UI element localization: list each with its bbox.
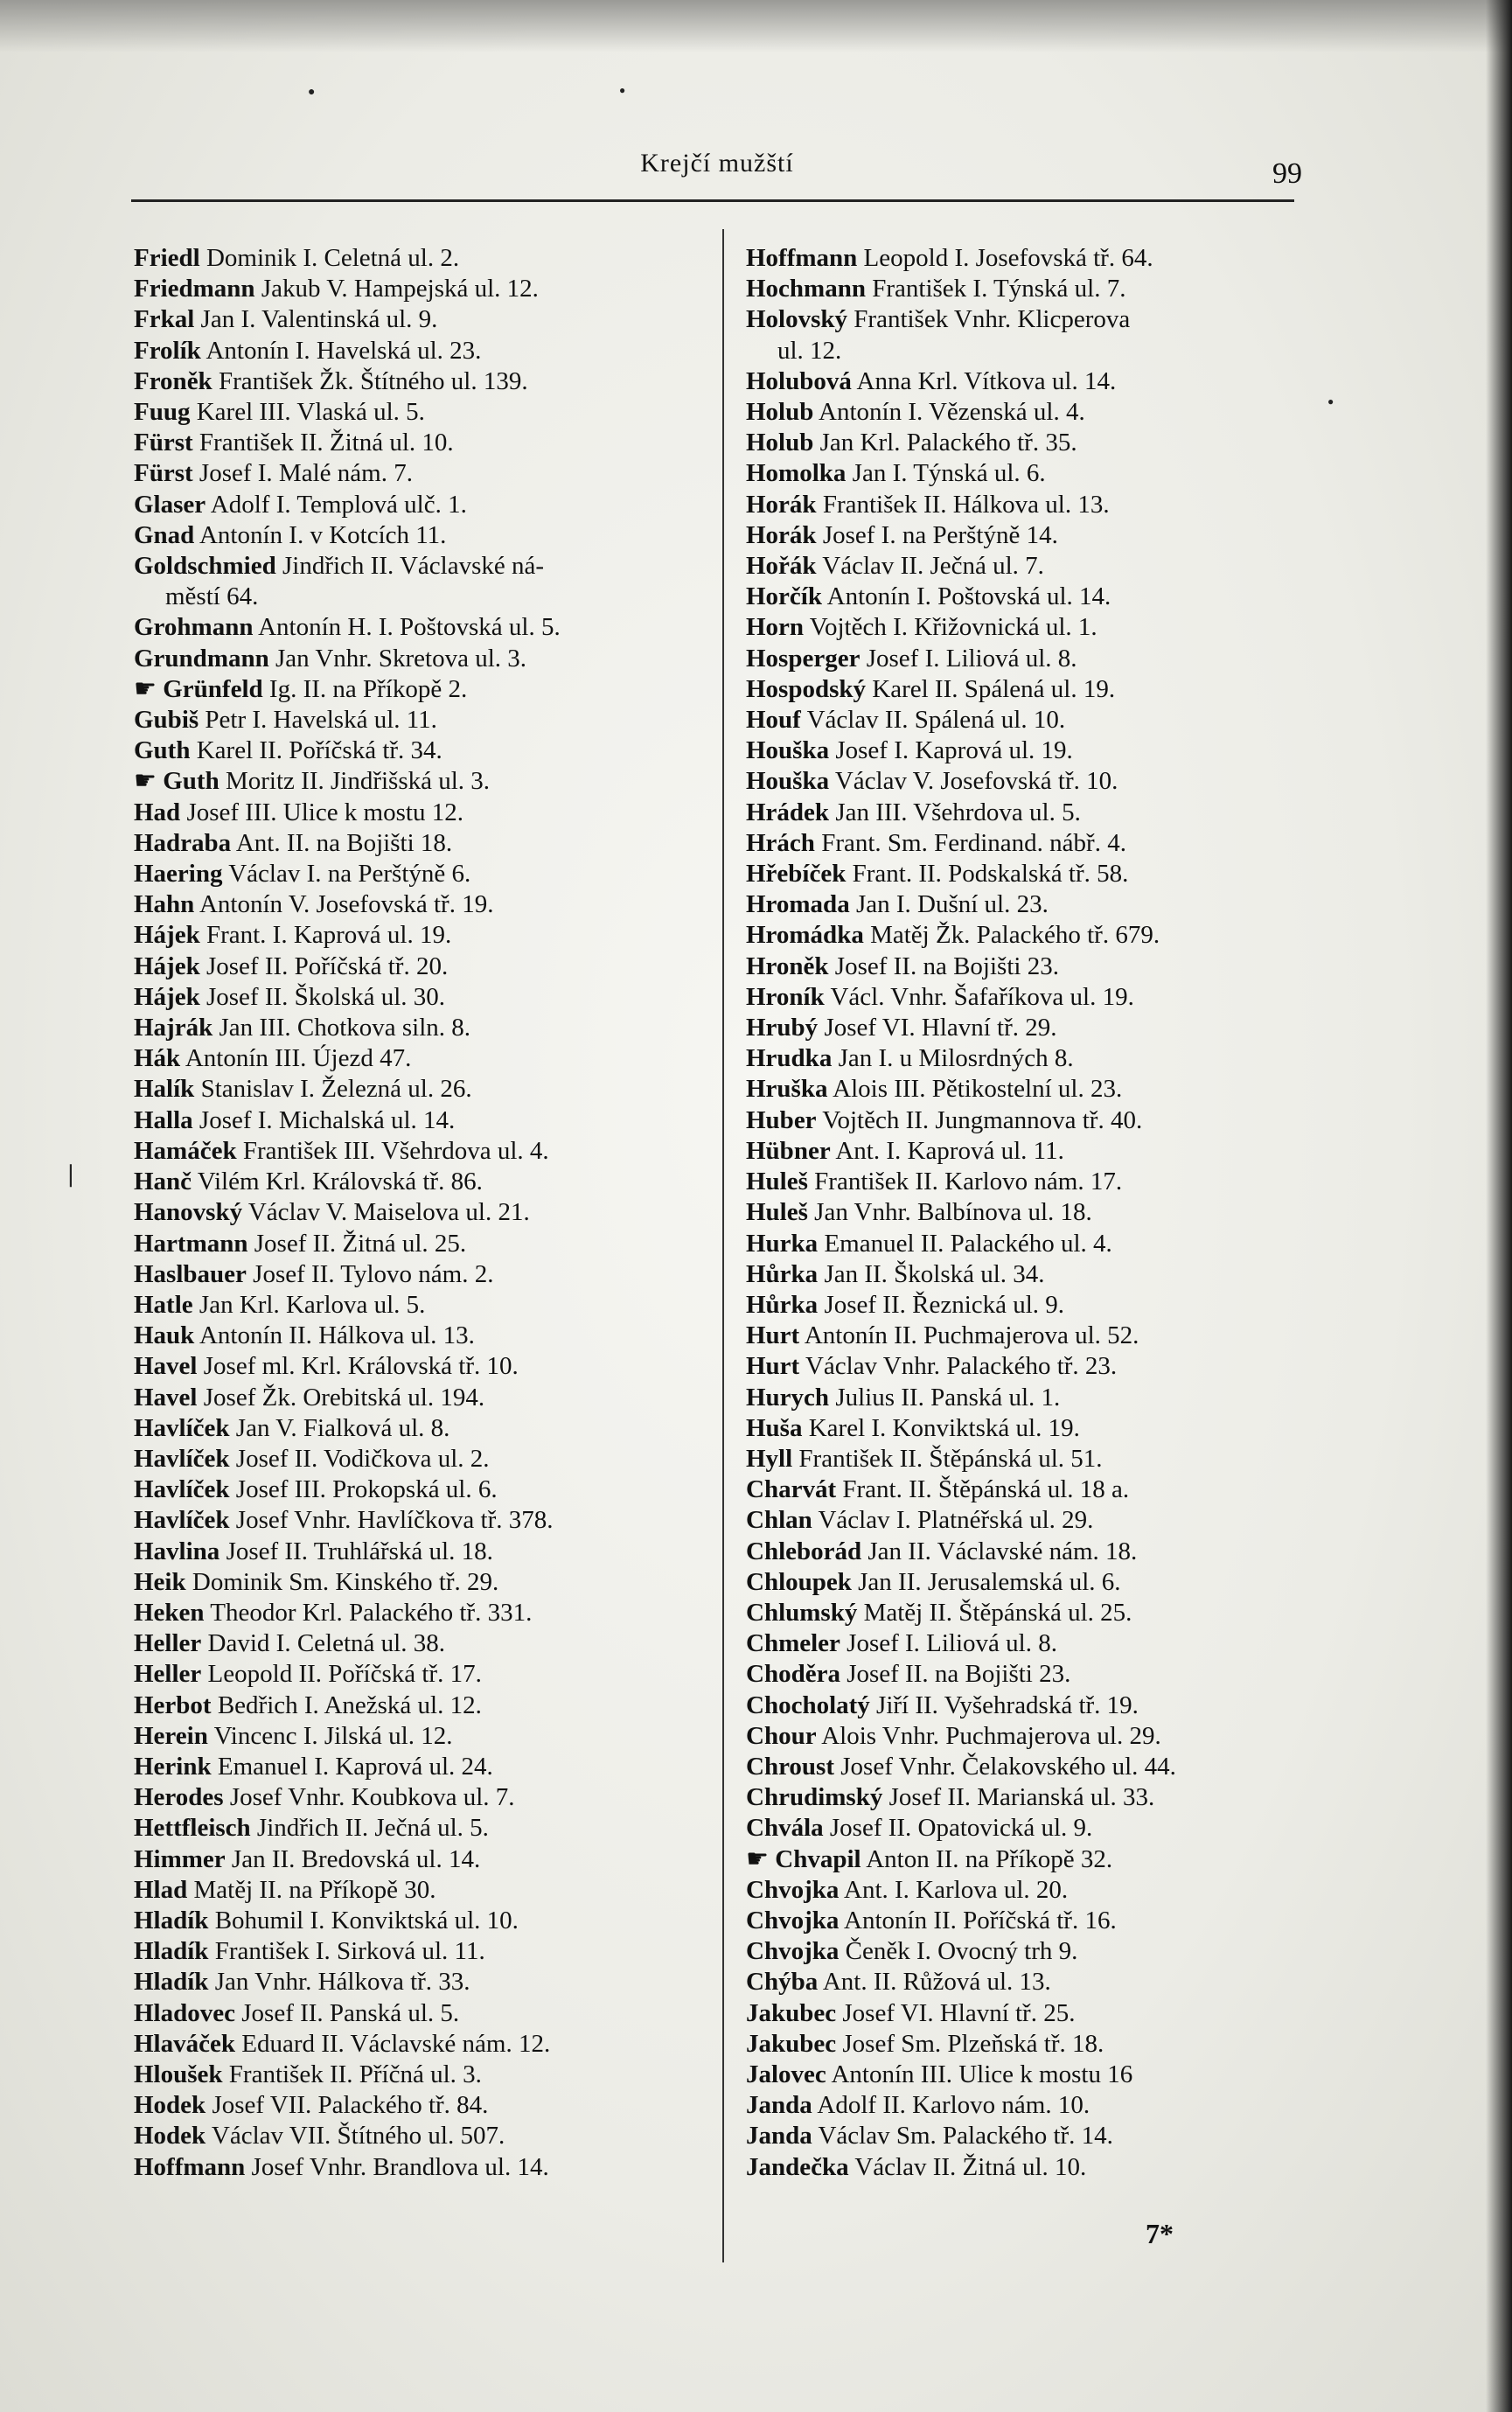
- directory-entry: Gnad Antonín I. v Kotcích 11.: [134, 520, 447, 549]
- directory-entry: Haslbauer Josef II. Tylovo nám. 2.: [134, 1259, 494, 1288]
- entry-surname: Hájek: [134, 982, 200, 1011]
- entry-surname: Heik: [134, 1567, 186, 1596]
- entry-surname: Jakubec: [746, 2029, 837, 2058]
- directory-entry: Janda Václav Sm. Palackého tř. 14.: [746, 2122, 1113, 2151]
- entry-surname: Hanč: [134, 1168, 192, 1196]
- directory-entry: Janda Adolf II. Karlovo nám. 10.: [746, 2091, 1090, 2120]
- entry-surname: Haering: [134, 860, 223, 889]
- directory-entry: Heller Leopold II. Poříčská tř. 17.: [134, 1660, 482, 1689]
- directory-entry: Chvojka Ant. I. Karlova ul. 20.: [746, 1875, 1069, 1904]
- directory-entry: Heller David I. Celetná ul. 38.: [134, 1629, 445, 1658]
- entry-surname: Hauk: [134, 1321, 195, 1350]
- directory-entry: Hurt Václav Vnhr. Palackého tř. 23.: [746, 1352, 1118, 1381]
- entry-surname: Hrubý: [746, 1014, 819, 1042]
- entry-surname: Charvát: [746, 1475, 837, 1504]
- directory-entry: Chroust Josef Vnhr. Čelakovského ul. 44.: [746, 1752, 1176, 1781]
- directory-entry: Havlina Josef II. Truhlářská ul. 18.: [134, 1537, 493, 1565]
- directory-entry: Havlíček Josef II. Vodičkova ul. 2.: [134, 1444, 490, 1473]
- entry-surname: Chrudimský: [746, 1783, 883, 1812]
- header-rule: [131, 199, 1294, 202]
- entry-surname: Hlaváček: [134, 2029, 235, 2058]
- directory-entry: Havel Josef Žk. Orebitská ul. 194.: [134, 1383, 485, 1412]
- directory-entry: Frkal Jan I. Valentinská ul. 9.: [134, 305, 438, 334]
- directory-entry: Fuug Karel III. Vlaská ul. 5.: [134, 398, 425, 427]
- directory-entry: Holub Jan Krl. Palackého tř. 35.: [746, 429, 1077, 457]
- directory-entry: Hrádek Jan III. Všehrdova ul. 5.: [746, 798, 1081, 826]
- entry-surname: Hahn: [134, 890, 195, 919]
- entry-surname: Chocholatý: [746, 1690, 870, 1719]
- entry-surname: Herbot: [134, 1690, 212, 1719]
- directory-entry: Hladík Jan Vnhr. Hálkova tř. 33.: [134, 1968, 470, 1997]
- directory-entry: Hrách Frant. Sm. Ferdinand. nábř. 4.: [746, 828, 1126, 857]
- directory-entry: Hospodský Karel II. Spálená ul. 19.: [746, 674, 1116, 703]
- entry-surname: Friedl: [134, 244, 200, 272]
- entry-surname: Holovský: [746, 305, 848, 334]
- directory-entry: Homolka Jan I. Týnská ul. 6.: [746, 459, 1046, 488]
- directory-entry: Hák Antonín III. Újezd 47.: [134, 1044, 412, 1073]
- entry-surname: Huša: [746, 1413, 803, 1442]
- directory-entry: Havlíček Josef III. Prokopská ul. 6.: [134, 1475, 498, 1504]
- entry-surname: Hajrák: [134, 1014, 213, 1042]
- entry-surname: Froněk: [134, 366, 213, 395]
- directory-entry: Chlumský Matěj II. Štěpánská ul. 25.: [746, 1598, 1132, 1627]
- pointing-hand-icon: ☛: [746, 1844, 776, 1873]
- entry-surname: Houf: [746, 706, 801, 735]
- entry-surname: Huleš: [746, 1168, 808, 1196]
- entry-surname: Hoffmann: [134, 2152, 246, 2181]
- directory-entry: Hlaváček Eduard II. Václavské nám. 12.: [134, 2029, 551, 2058]
- directory-entry: Chrudimský Josef II. Marianská ul. 33.: [746, 1783, 1155, 1812]
- entry-surname: Glaser: [134, 490, 206, 519]
- scan-speck: ❘: [61, 1161, 80, 1187]
- entry-surname: Hadraba: [134, 828, 232, 857]
- directory-entry: ☛ Grünfeld Ig. II. na Příkopě 2.: [134, 674, 468, 703]
- directory-entry: Hájek Josef II. Školská ul. 30.: [134, 982, 446, 1011]
- entry-surname: Havlíček: [134, 1444, 230, 1473]
- directory-entry: Himmer Jan II. Bredovská ul. 14.: [134, 1844, 481, 1873]
- directory-entry: Glaser Adolf I. Templová ulč. 1.: [134, 490, 467, 519]
- directory-entry: Hájek Josef II. Poříčská tř. 20.: [134, 952, 449, 980]
- entry-surname: Chmeler: [746, 1629, 840, 1658]
- entry-surname: Jandečka: [746, 2152, 849, 2181]
- entry-surname: Grundmann: [134, 644, 269, 673]
- entry-surname: Gnad: [134, 520, 195, 549]
- directory-entry: ☛ Chvapil Anton II. na Příkopě 32.: [746, 1844, 1113, 1873]
- entry-surname: Chloupek: [746, 1567, 852, 1596]
- directory-entry: Jalovec Antonín III. Ulice k mostu 16: [746, 2060, 1133, 2088]
- entry-surname: Hladík: [134, 1968, 209, 1997]
- directory-entry: Hruška Alois III. Pětikostelní ul. 23.: [746, 1075, 1123, 1104]
- directory-entry: Hanovský Václav V. Maiselova ul. 21.: [134, 1198, 530, 1227]
- running-header-title: Krejčí mužští: [640, 149, 794, 178]
- entry-surname: Hanovský: [134, 1198, 243, 1227]
- entry-surname: Frolík: [134, 336, 201, 365]
- entry-surname: Heken: [134, 1598, 205, 1627]
- entry-surname: Hrádek: [746, 798, 830, 826]
- directory-entry: Holub Antonín I. Vězenská ul. 4.: [746, 398, 1085, 427]
- entry-surname: Chvojka: [746, 1875, 840, 1904]
- entry-surname: Hettfleisch: [134, 1814, 251, 1843]
- entry-surname: Hůrka: [746, 1290, 819, 1319]
- entry-surname: Guth: [134, 736, 191, 765]
- entry-surname: Havel: [134, 1352, 198, 1381]
- directory-entry: Hlad Matěj II. na Příkopě 30.: [134, 1875, 436, 1904]
- directory-entry: Hübner Ant. I. Kaprová ul. 11.: [746, 1136, 1064, 1165]
- directory-entry: ☛ Guth Moritz II. Jindřišská ul. 3.: [134, 767, 491, 796]
- directory-entry: Hájek Frant. I. Kaprová ul. 19.: [134, 921, 452, 950]
- directory-entry: Grohmann Antonín H. I. Poštovská ul. 5.: [134, 613, 561, 642]
- directory-entry: Horák František II. Hálkova ul. 13.: [746, 490, 1110, 519]
- left-column: [134, 243, 711, 2183]
- entry-surname: Chlumský: [746, 1598, 858, 1627]
- entry-surname: Chvapil: [775, 1844, 861, 1873]
- directory-entry: Hloušek František II. Příčná ul. 3.: [134, 2060, 482, 2088]
- directory-entry: Chocholatý Jiří II. Vyšehradská tř. 19.: [746, 1690, 1139, 1719]
- entry-surname: Huber: [746, 1105, 817, 1134]
- directory-entry: Herodes Josef Vnhr. Koubkova ul. 7.: [134, 1783, 515, 1812]
- entry-surname: Hurt: [746, 1352, 800, 1381]
- entry-surname: Holub: [746, 398, 814, 427]
- entry-surname: Chour: [746, 1721, 817, 1750]
- entry-surname: Hruška: [746, 1075, 828, 1104]
- entry-surname: Holubová: [746, 366, 852, 395]
- directory-entry: Havlíček Jan V. Fialková ul. 8.: [134, 1413, 450, 1442]
- entry-surname: Hurka: [746, 1229, 819, 1258]
- entry-surname: Guth: [163, 767, 219, 796]
- entry-surname: Choděra: [746, 1660, 840, 1689]
- directory-entry: Chlan Václav I. Platnéřská ul. 29.: [746, 1506, 1094, 1535]
- directory-entry: Huša Karel I. Konviktská ul. 19.: [746, 1413, 1080, 1442]
- directory-entry: Fürst František II. Žitná ul. 10.: [134, 429, 454, 457]
- entry-surname: Hořák: [746, 552, 817, 581]
- directory-entry: Hromada Jan I. Dušní ul. 23.: [746, 890, 1049, 919]
- directory-entry: Houška Josef I. Kaprová ul. 19.: [746, 736, 1073, 765]
- directory-entry: Hřebíček Frant. II. Podskalská tř. 58.: [746, 860, 1129, 889]
- directory-entry: Hladík František I. Sirková ul. 11.: [134, 1937, 485, 1966]
- entry-surname: Hůrka: [746, 1259, 819, 1288]
- scan-shadow-top: [0, 0, 1512, 52]
- entry-surname: Hroník: [746, 982, 825, 1011]
- directory-entry: Hochmann František I. Týnská ul. 7.: [746, 275, 1126, 303]
- directory-entry: Chvála Josef II. Opatovická ul. 9.: [746, 1814, 1093, 1843]
- entry-surname: Hák: [134, 1044, 181, 1073]
- directory-entry: Herbot Bedřich I. Anežská ul. 12.: [134, 1690, 482, 1719]
- entry-surname: Friedmann: [134, 275, 255, 303]
- directory-entry: Choděra Josef II. na Bojišti 23.: [746, 1660, 1071, 1689]
- directory-entry: Chloupek Jan II. Jerusalemská ul. 6.: [746, 1567, 1121, 1596]
- directory-entry: Halla Josef I. Michalská ul. 14.: [134, 1105, 456, 1134]
- entry-surname: Horák: [746, 520, 817, 549]
- directory-entry: Houf Václav II. Spálená ul. 10.: [746, 706, 1066, 735]
- entry-surname: Hosperger: [746, 644, 861, 673]
- directory-entry: Guth Karel II. Poříčská tř. 34.: [134, 736, 442, 765]
- directory-entry: Jakubec Josef Sm. Plzeňská tř. 18.: [746, 2029, 1104, 2058]
- directory-entry: Hanč Vilém Krl. Královská tř. 86.: [134, 1168, 483, 1196]
- entry-surname: Himmer: [134, 1844, 226, 1873]
- entry-surname: Horčík: [746, 582, 822, 611]
- directory-entry: Chour Alois Vnhr. Puchmajerova ul. 29.: [746, 1721, 1161, 1750]
- scan-speck: ●: [1327, 395, 1334, 408]
- directory-entry: Friedl Dominik I. Celetná ul. 2.: [134, 244, 460, 272]
- directory-entry: Horák Josef I. na Perštýně 14.: [746, 520, 1058, 549]
- entry-surname: Hodek: [134, 2122, 206, 2151]
- entry-surname: Hladovec: [134, 1998, 235, 2027]
- directory-entry: Hroník Václ. Vnhr. Šafaříkova ul. 19.: [746, 982, 1134, 1011]
- directory-entry: Hořák Václav II. Ječná ul. 7.: [746, 552, 1044, 581]
- directory-entry: Froněk František Žk. Štítného ul. 139.: [134, 366, 528, 395]
- entry-surname: Huleš: [746, 1198, 808, 1227]
- entry-surname: Hurt: [746, 1321, 800, 1350]
- entry-surname: Chlan: [746, 1506, 812, 1535]
- entry-surname: Hamáček: [134, 1136, 237, 1165]
- directory-entry: Haering Václav I. na Perštýně 6.: [134, 860, 471, 889]
- entry-surname: Hospodský: [746, 674, 867, 703]
- directory-entry: Horčík Antonín I. Poštovská ul. 14.: [746, 582, 1111, 611]
- entry-surname: Hladík: [134, 1937, 209, 1966]
- directory-entry: Hoffmann Josef Vnhr. Brandlova ul. 14.: [134, 2152, 549, 2181]
- directory-entry: Hahn Antonín V. Josefovská tř. 19.: [134, 890, 494, 919]
- entry-surname: Homolka: [746, 459, 847, 488]
- entry-surname: Hübner: [746, 1136, 831, 1165]
- entry-surname: Chleborád: [746, 1537, 862, 1565]
- directory-entry: Holovský František Vnhr. Klicperova: [746, 305, 1131, 334]
- pointing-hand-icon: ☛: [134, 674, 164, 703]
- directory-entry: Hosperger Josef I. Liliová ul. 8.: [746, 644, 1077, 673]
- directory-entry: Charvát Frant. II. Štěpánská ul. 18 a.: [746, 1475, 1130, 1504]
- entry-surname: Goldschmied: [134, 552, 276, 581]
- directory-entry: Hůrka Jan II. Školská ul. 34.: [746, 1259, 1045, 1288]
- directory-entry: Herein Vincenc I. Jilská ul. 12.: [134, 1721, 453, 1750]
- directory-entry: Hajrák Jan III. Chotkova siln. 8.: [134, 1014, 471, 1042]
- directory-entry: Herink Emanuel I. Kaprová ul. 24.: [134, 1752, 493, 1781]
- entry-surname: Houška: [746, 736, 830, 765]
- directory-entry: Huleš Jan Vnhr. Balbínova ul. 18.: [746, 1198, 1092, 1227]
- entry-surname: Chroust: [746, 1752, 834, 1781]
- entry-surname: Hladík: [134, 1906, 209, 1934]
- entry-surname: Hodek: [134, 2091, 206, 2120]
- directory-entry: Chvojka Antonín II. Poříčská tř. 16.: [746, 1906, 1117, 1934]
- directory-entry: Hodek Václav VII. Štítného ul. 507.: [134, 2122, 505, 2151]
- entry-surname: Holub: [746, 429, 814, 457]
- entry-surname: Herink: [134, 1752, 212, 1781]
- directory-entry: Friedmann Jakub V. Hampejská ul. 12.: [134, 275, 539, 303]
- entry-surname: Hatle: [134, 1290, 193, 1319]
- entry-surname: Chvojka: [746, 1906, 840, 1934]
- directory-entry: Grundmann Jan Vnhr. Skretova ul. 3.: [134, 644, 527, 673]
- directory-entry: Hoffmann Leopold I. Josefovská tř. 64.: [746, 244, 1153, 272]
- entry-surname: Hromádka: [746, 921, 864, 950]
- entry-surname: Herein: [134, 1721, 208, 1750]
- entry-surname: Hoffmann: [746, 244, 858, 272]
- entry-surname: Jalovec: [746, 2060, 826, 2088]
- directory-entry: Had Josef III. Ulice k mostu 12.: [134, 798, 463, 826]
- directory-entry: Holubová Anna Krl. Vítkova ul. 14.: [746, 366, 1117, 395]
- directory-entry: Hatle Jan Krl. Karlova ul. 5.: [134, 1290, 426, 1319]
- entry-surname: Hurych: [746, 1383, 830, 1412]
- entry-surname: Grünfeld: [163, 674, 263, 703]
- pointing-hand-icon: ☛: [134, 767, 164, 796]
- directory-entry: Heken Theodor Krl. Palackého tř. 331.: [134, 1598, 533, 1627]
- entry-surname: Fürst: [134, 429, 193, 457]
- directory-entry: Jakubec Josef VI. Hlavní tř. 25.: [746, 1998, 1076, 2027]
- directory-entry: Huleš František II. Karlovo nám. 17.: [746, 1168, 1123, 1196]
- directory-entry: Houška Václav V. Josefovská tř. 10.: [746, 767, 1118, 796]
- scan-shadow-right: [1486, 0, 1512, 2412]
- entry-surname: Hřebíček: [746, 860, 847, 889]
- entry-surname: Hartmann: [134, 1229, 248, 1258]
- directory-entry: Hartmann Josef II. Žitná ul. 25.: [134, 1229, 467, 1258]
- entry-surname: Hájek: [134, 921, 200, 950]
- directory-entry: Hettfleisch Jindřich II. Ječná ul. 5.: [134, 1814, 489, 1843]
- scan-speck: ●: [308, 86, 316, 99]
- entry-surname: Janda: [746, 2122, 812, 2151]
- entry-surname: Horák: [746, 490, 817, 519]
- directory-entry: Hladík Bohumil I. Konviktská ul. 10.: [134, 1906, 519, 1934]
- directory-entry: Hurych Julius II. Panská ul. 1.: [746, 1383, 1061, 1412]
- directory-entry: Hodek Josef VII. Palackého tř. 84.: [134, 2091, 489, 2120]
- directory-entry: Goldschmied Jindřich II. Václavské ná-: [134, 552, 545, 581]
- directory-entry: Heik Dominik Sm. Kinského tř. 29.: [134, 1567, 499, 1596]
- directory-entry: Halík Stanislav I. Železná ul. 26.: [134, 1075, 472, 1104]
- directory-entry: Hamáček František III. Všehrdova ul. 4.: [134, 1136, 549, 1165]
- entry-surname: Heller: [134, 1629, 202, 1658]
- entry-surname: Hrudka: [746, 1044, 833, 1073]
- directory-entry: Gubiš Petr I. Havelská ul. 11.: [134, 706, 437, 735]
- directory-entry: Huber Vojtěch II. Jungmannova tř. 40.: [746, 1105, 1143, 1134]
- entry-surname: Halla: [134, 1105, 193, 1134]
- directory-entry: Chvojka Čeněk I. Ovocný trh 9.: [746, 1937, 1078, 1966]
- directory-entry: Chleborád Jan II. Václavské nám. 18.: [746, 1537, 1138, 1565]
- entry-surname: Hroněk: [746, 952, 829, 980]
- entry-surname: Havlíček: [134, 1475, 230, 1504]
- entry-surname: Frkal: [134, 305, 195, 334]
- entry-surname: Heller: [134, 1660, 202, 1689]
- entry-surname: Janda: [746, 2091, 812, 2120]
- directory-entry: Hladovec Josef II. Panská ul. 5.: [134, 1998, 460, 2027]
- entry-surname: Hyll: [746, 1444, 793, 1473]
- directory-entry: Hurka Emanuel II. Palackého ul. 4.: [746, 1229, 1112, 1258]
- entry-surname: Hromada: [746, 890, 850, 919]
- scan-speck: ●: [619, 84, 626, 96]
- directory-entry: Hrudka Jan I. u Milosrdných 8.: [746, 1044, 1074, 1073]
- directory-entry: městí 64.: [165, 582, 259, 611]
- directory-entry: Hrubý Josef VI. Hlavní tř. 29.: [746, 1014, 1057, 1042]
- page-number: 99: [1272, 157, 1302, 190]
- directory-entry: Hyll František II. Štěpánská ul. 51.: [746, 1444, 1103, 1473]
- entry-surname: Hrách: [746, 828, 815, 857]
- column-divider: [722, 229, 724, 2262]
- directory-entry: Fürst Josef I. Malé nám. 7.: [134, 459, 413, 488]
- entry-surname: Horn: [746, 613, 805, 642]
- entry-surname: Haslbauer: [134, 1259, 247, 1288]
- entry-surname: Houška: [746, 767, 830, 796]
- directory-entry: Chýba Ant. II. Růžová ul. 13.: [746, 1968, 1051, 1997]
- entry-surname: Chýba: [746, 1968, 819, 1997]
- directory-entry: Horn Vojtěch I. Křižovnická ul. 1.: [746, 613, 1097, 642]
- directory-entry: Hůrka Josef II. Řeznická ul. 9.: [746, 1290, 1065, 1319]
- entry-surname: Grohmann: [134, 613, 254, 642]
- entry-surname: Havlina: [134, 1537, 220, 1565]
- entry-surname: Fürst: [134, 459, 193, 488]
- directory-entry: Chmeler Josef I. Liliová ul. 8.: [746, 1629, 1057, 1658]
- entry-surname: Had: [134, 798, 181, 826]
- entry-surname: Hloušek: [134, 2060, 223, 2088]
- entry-surname: Herodes: [134, 1783, 224, 1812]
- entry-surname: Chvojka: [746, 1937, 840, 1966]
- entry-surname: Jakubec: [746, 1998, 837, 2027]
- signature-mark: 7*: [1146, 2218, 1174, 2249]
- entry-surname: Havel: [134, 1383, 198, 1412]
- right-column: [746, 243, 1323, 2183]
- entry-surname: Hochmann: [746, 275, 866, 303]
- directory-entry: Hadraba Ant. II. na Bojišti 18.: [134, 828, 453, 857]
- entry-surname: Fuug: [134, 398, 191, 427]
- entry-surname: Hájek: [134, 952, 200, 980]
- entry-surname: Halík: [134, 1075, 195, 1104]
- entry-surname: Hlad: [134, 1875, 188, 1904]
- entry-surname: Chvála: [746, 1814, 824, 1843]
- entry-surname: Gubiš: [134, 706, 199, 735]
- entry-surname: Havlíček: [134, 1413, 230, 1442]
- directory-entry: Hroněk Josef II. na Bojišti 23.: [746, 952, 1059, 980]
- directory-entry: ul. 12.: [777, 336, 842, 365]
- entry-surname: Havlíček: [134, 1506, 230, 1535]
- directory-entry: Havlíček Josef Vnhr. Havlíčkova tř. 378.: [134, 1506, 554, 1535]
- directory-entry: Frolík Antonín I. Havelská ul. 23.: [134, 336, 482, 365]
- directory-entry: Havel Josef ml. Krl. Královská tř. 10.: [134, 1352, 519, 1381]
- directory-entry: Jandečka Václav II. Žitná ul. 10.: [746, 2152, 1087, 2181]
- directory-entry: Hurt Antonín II. Puchmajerova ul. 52.: [746, 1321, 1139, 1350]
- directory-entry: Hauk Antonín II. Hálkova ul. 13.: [134, 1321, 475, 1350]
- directory-entry: Hromádka Matěj Žk. Palackého tř. 679.: [746, 921, 1160, 950]
